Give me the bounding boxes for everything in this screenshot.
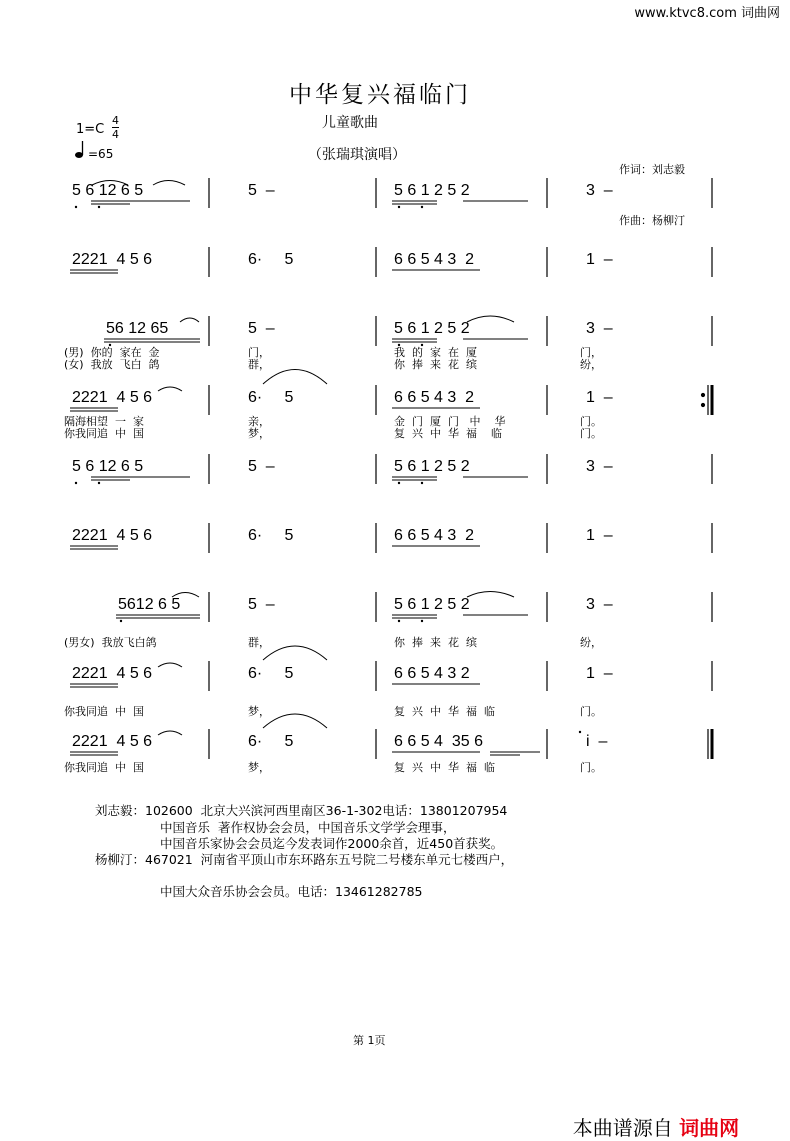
measure-notes: 5 6 1 2 5 2	[394, 458, 470, 475]
lyric-text: 门。	[580, 427, 602, 440]
lyric-text: 亲，	[248, 415, 270, 428]
lyric-text: 我 的 家 在 厦	[394, 346, 477, 359]
song-title: 中华复兴福临门	[289, 82, 471, 108]
bio-line: 刘志毅：102600 北京大兴滨河西里南区36-1-302电话：13801207954	[95, 803, 508, 818]
lyric-text: 门。	[580, 415, 602, 428]
lyricist: 作词：刘志毅	[619, 163, 685, 176]
measure-notes: 2221 4 5 6	[72, 527, 153, 544]
measure-notes: 6· 5	[248, 665, 294, 682]
measure-notes: 6· 5	[248, 733, 294, 750]
bio-line: 中国音乐 著作权协会会员，中国音乐文学学会理事，	[160, 820, 456, 835]
measure-notes: 6· 5	[248, 251, 294, 268]
lyric-text: 你我同追 中 国	[64, 761, 144, 774]
lyric-text: 你我同追 中 国	[64, 427, 144, 440]
measure-notes: 2221 4 5 6	[72, 665, 153, 682]
lyric-text: (男) 你的 家在 金	[64, 346, 160, 359]
site-brand[interactable]: 词曲网	[679, 1116, 740, 1140]
lyric-text: 梦，	[248, 705, 270, 718]
measure-notes: 5 6 1 2 5 2	[394, 182, 470, 199]
measure-notes: 5612 6 5	[118, 596, 181, 613]
lyric-text: 群，	[248, 636, 270, 649]
source-footer: 本曲谱源自 词曲网	[572, 1116, 740, 1140]
measure-notes: 6 6 5 4 3 2	[394, 389, 475, 406]
lyric-text: 群，	[248, 358, 270, 371]
measure-notes: 6 6 5 4 3 2	[394, 665, 470, 682]
measure-notes: 5 –	[248, 596, 275, 613]
measure-notes: 2221 4 5 6	[72, 733, 153, 750]
measure-notes: 2221 4 5 6	[72, 251, 153, 268]
measure-notes: 56 12 65	[106, 320, 169, 337]
lyric-text: (男女) 我放飞白鸽	[64, 636, 157, 649]
song-genre: 儿童歌曲	[322, 115, 378, 131]
tempo-marking: =65	[88, 147, 114, 161]
measure-notes: 5 –	[248, 182, 275, 199]
measure-notes: 1 –	[586, 389, 613, 406]
measure-notes: 1 –	[586, 251, 613, 268]
lyric-text: 复 兴 中 华 福 临	[394, 761, 495, 774]
singer: （张瑞琪演唱）	[308, 147, 406, 163]
lyric-text: 纷，	[580, 358, 602, 371]
measure-notes: 3 –	[586, 320, 613, 337]
lyric-text: 你 捧 来 花 缤	[394, 358, 477, 371]
lyric-text: 门。	[580, 761, 602, 774]
lyric-text: 你 捧 来 花 缤	[394, 636, 477, 649]
measure-notes: 3 –	[586, 458, 613, 475]
composer: 作曲：杨柳汀	[619, 214, 685, 227]
site-url[interactable]: www.ktvc8.com 词曲网	[634, 6, 780, 21]
measure-notes: 5 –	[248, 320, 275, 337]
lyric-text: 纷，	[580, 636, 602, 649]
measure-notes: 1 –	[586, 665, 613, 682]
measure-notes: 6 6 5 4 3 2	[394, 527, 475, 544]
lyric-text: 梦，	[248, 761, 270, 774]
key-signature: 1=C	[76, 122, 105, 137]
measure-notes: 2221 4 5 6	[72, 389, 153, 406]
bio-line: 中国大众音乐协会会员。电话：13461282785	[160, 884, 423, 899]
lyric-text: 复 兴 中 华 福 临	[394, 427, 502, 440]
measure-notes: 5 6 1 2 5 2	[394, 596, 470, 613]
lyric-text: (女) 我放 飞白 鸽	[64, 358, 160, 371]
measure-notes: 3 –	[586, 596, 613, 613]
lyric-text: 你我同追 中 国	[64, 705, 144, 718]
measure-notes: 6 6 5 4 35 6	[394, 733, 483, 750]
measure-notes: 6 6 5 4 3 2	[394, 251, 475, 268]
lyric-text: 梦，	[248, 427, 270, 440]
lyric-text: 门，	[248, 346, 270, 359]
lyric-text: 门，	[580, 346, 602, 359]
measure-notes: i –	[586, 733, 608, 750]
measure-notes: 5 6 12 6 5	[72, 458, 144, 475]
bio-line: 中国音乐家协会会员迄今发表词作2000余首，近450首获奖。	[160, 836, 504, 851]
time-signature: 4 4	[112, 114, 119, 141]
measure-notes: 5 –	[248, 458, 275, 475]
page-number: 第 1页	[353, 1034, 386, 1047]
lyric-text: 复 兴 中 华 福 临	[394, 705, 495, 718]
lyric-text: 隔海相望 一 家	[64, 415, 144, 428]
lyric-text: 金 门 厦 门 中 华	[394, 415, 506, 428]
measure-notes: 1 –	[586, 527, 613, 544]
measure-notes: 5 6 12 6 5	[72, 182, 144, 199]
measure-notes: 6· 5	[248, 389, 294, 406]
bio-line: 杨柳汀：467021 河南省平顶山市东环路东五号院二号楼东单元七楼西户，	[95, 852, 514, 867]
lyric-text: 门。	[580, 705, 602, 718]
measure-notes: 5 6 1 2 5 2	[394, 320, 470, 337]
measure-notes: 6· 5	[248, 527, 294, 544]
measure-notes: 3 –	[586, 182, 613, 199]
